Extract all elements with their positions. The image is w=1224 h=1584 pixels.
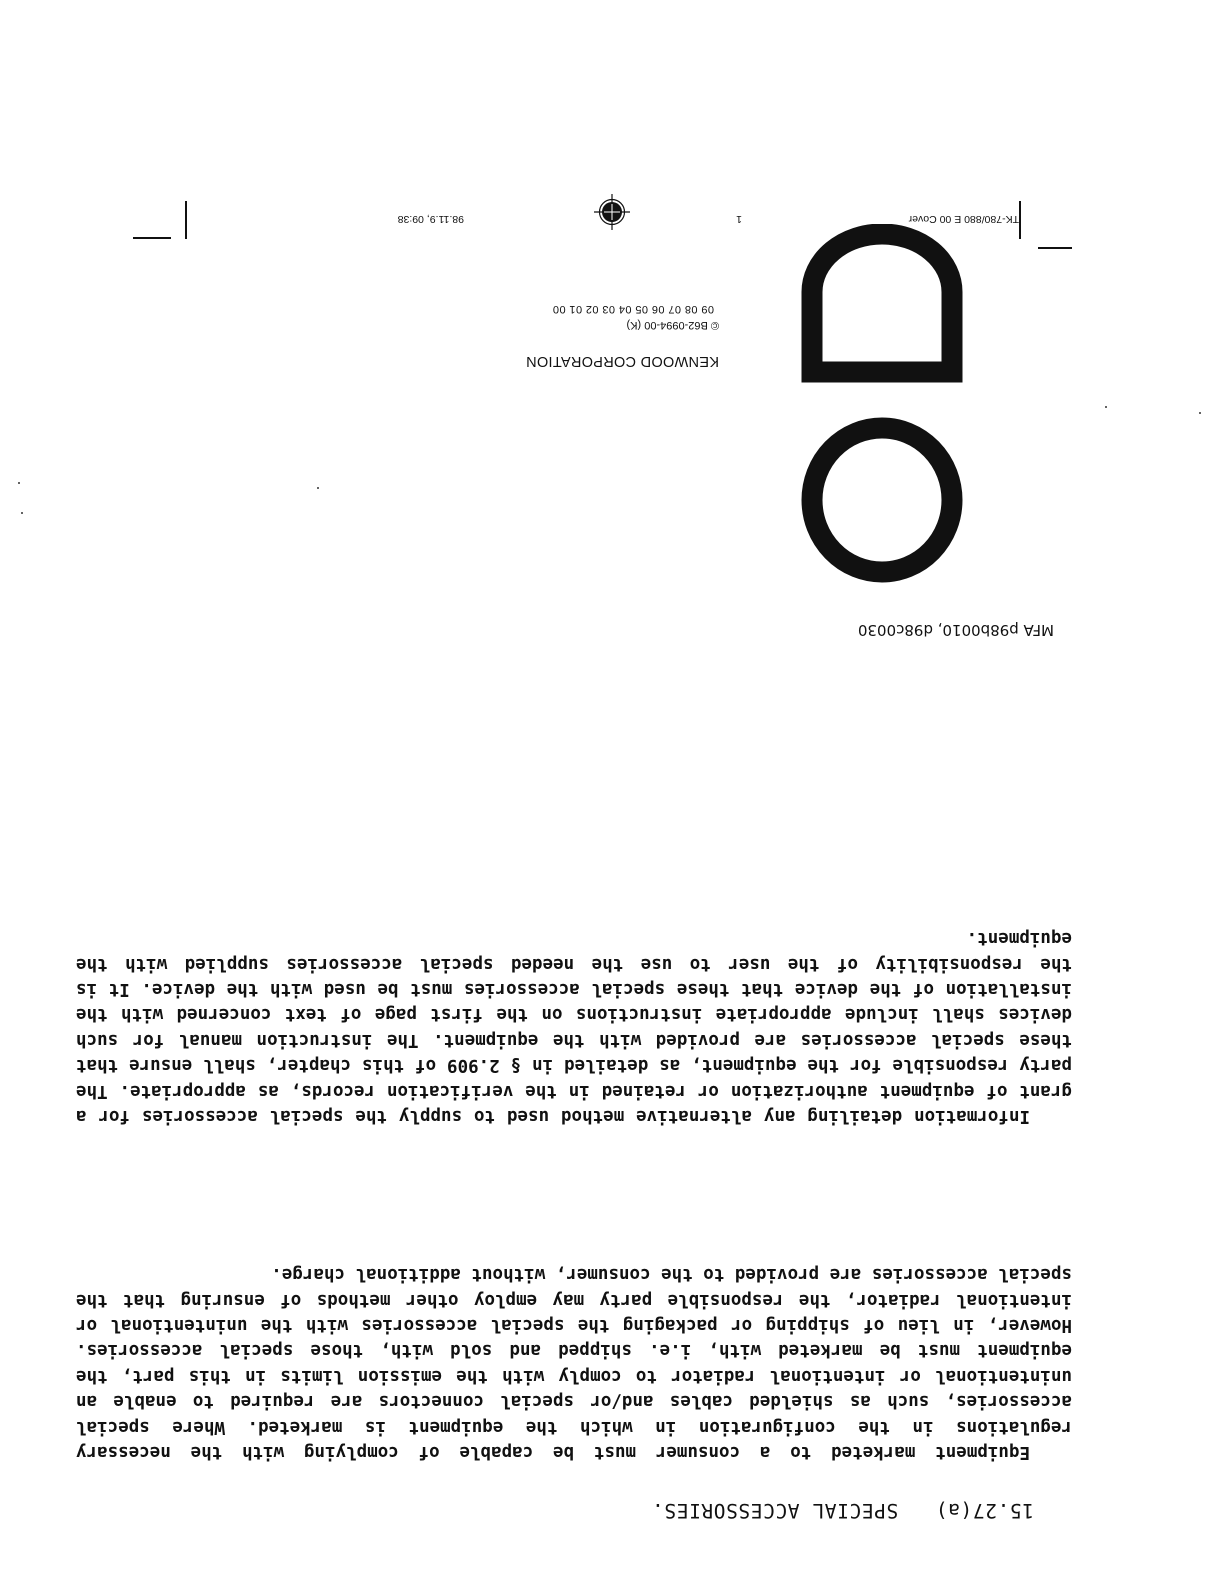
- footer-timestamp: 98.11.9, 09:38: [397, 213, 464, 225]
- scan-speck: [317, 487, 319, 489]
- print-run-codes: 09 08 07 06 05 04 03 02 01 00: [552, 303, 714, 315]
- mfa-reference: MFA p98b0010, d98c0030: [857, 621, 1054, 639]
- registration-mark-icon: [594, 194, 630, 230]
- scan-speck: [1199, 412, 1201, 414]
- crop-mark-line: [1038, 247, 1072, 249]
- crop-mark-line: [185, 201, 187, 239]
- footer-page-number: 1: [736, 213, 742, 225]
- regulation-paragraph-2: Information detailing any alternative method used to supply the special accessories for a grant of equipment authorization or retained in the verification records, as appropriate. The party responsible for the equipment, as detailed in § 2.909 of this chapter, shall ensure that these special accessories are provided with the equipment. The instruction manual for such devices shall include appropriate instructions on the first page of text concerned with the installation of the device that these special accessories must be used with the device. It is the responsibility of the user to use the needed special accessories supplied with the equipment.: [76, 928, 1072, 1126]
- section-heading: 15.27(a) SPECIAL ACCESSORIES.: [651, 1499, 1034, 1522]
- od-logo-icon: [798, 224, 966, 584]
- footer-document-name: TK-780/880 E 00 Cover: [908, 213, 1019, 225]
- crop-mark-line: [1019, 201, 1021, 239]
- scan-speck: [18, 482, 20, 484]
- scan-speck: [21, 512, 23, 514]
- part-number: © B62-0994-00 (K): [626, 319, 719, 331]
- crop-mark-line: [133, 237, 171, 239]
- company-name: KENWOOD CORPORATION: [525, 353, 719, 369]
- regulation-paragraph-1: Equipment marketed to a consumer must be capable of complying with the necessary regulations in the configuration in which the equipment is marketed. Where special accessories, such as shielded cables and/or special connectors are required to enable an unintentional or intentional radiator to comply with the emission limits in this part, the equipment must be marketed with, i.e. shipped and sold with, those special accessories. However, in lieu of shipping or packaging the special accessories with the unintentional or intentional radiator, the responsible party may employ other methods of ensuring that the special accessories are provided to the consumer, without additional charge.: [76, 1264, 1072, 1462]
- scan-speck: [1105, 406, 1107, 408]
